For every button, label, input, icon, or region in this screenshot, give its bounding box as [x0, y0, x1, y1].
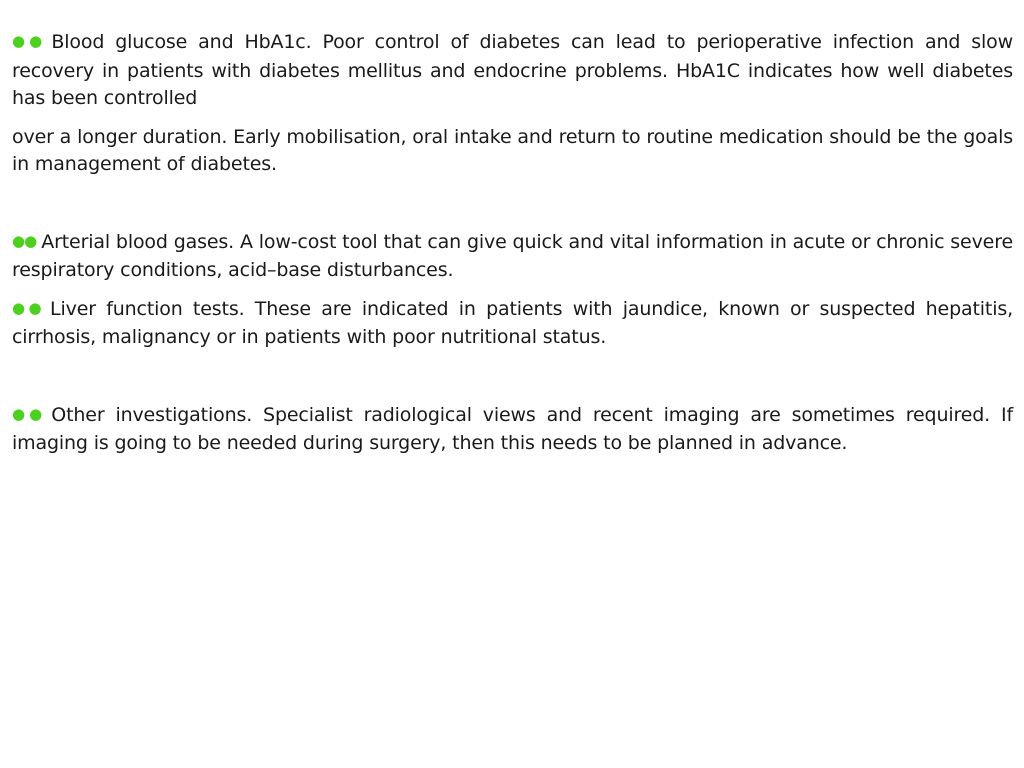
spacer: [12, 285, 1013, 296]
spacer: [12, 113, 1013, 124]
paragraph-diabetes-continued: [12, 124, 1013, 179]
paragraph-liver-function: [12, 296, 1013, 352]
paragraph-text: Blood glucose and HbA1c. Poor control of diabetes can lead to perioperative infection and slow recovery in patients with diabetes mellitus and endocrine problems. HbA1C indicates how well diabetes has been controlled: [12, 31, 1013, 109]
paragraph-text: over a longer duration. Early mobilisation, oral intake and return to routine medication should be the goals in management of diabetes.: [12, 125, 1013, 175]
paragraph-text: Arterial blood gases. A low-cost tool that can give quick and vital information in acute or chronic severe respiratory conditions, acid–base disturbances.: [12, 230, 1013, 281]
bullet-icon: ●●: [12, 32, 47, 50]
slide-content: [12, 29, 1013, 458]
paragraph-other-investigations: [12, 402, 1013, 458]
bullet-icon: ●●: [12, 231, 37, 250]
bullet-icon: ●●: [12, 404, 47, 423]
spacer: [12, 352, 1013, 402]
paragraph-text: Liver function tests. These are indicated in patients with jaundice, known or suspected hepatitis, cirrhosis, malignancy or in patients with poor nutritional status.: [12, 297, 1013, 348]
paragraph-blood-glucose: [12, 29, 1013, 113]
paragraph-arterial-blood-gases: [12, 229, 1013, 285]
paragraph-text: Other investigations. Specialist radiological views and recent imaging are sometimes required. If imaging is going to be needed during surgery, then this needs to be planned in advance.: [12, 403, 1013, 454]
bullet-icon: ●●: [12, 298, 46, 317]
spacer: [12, 179, 1013, 229]
